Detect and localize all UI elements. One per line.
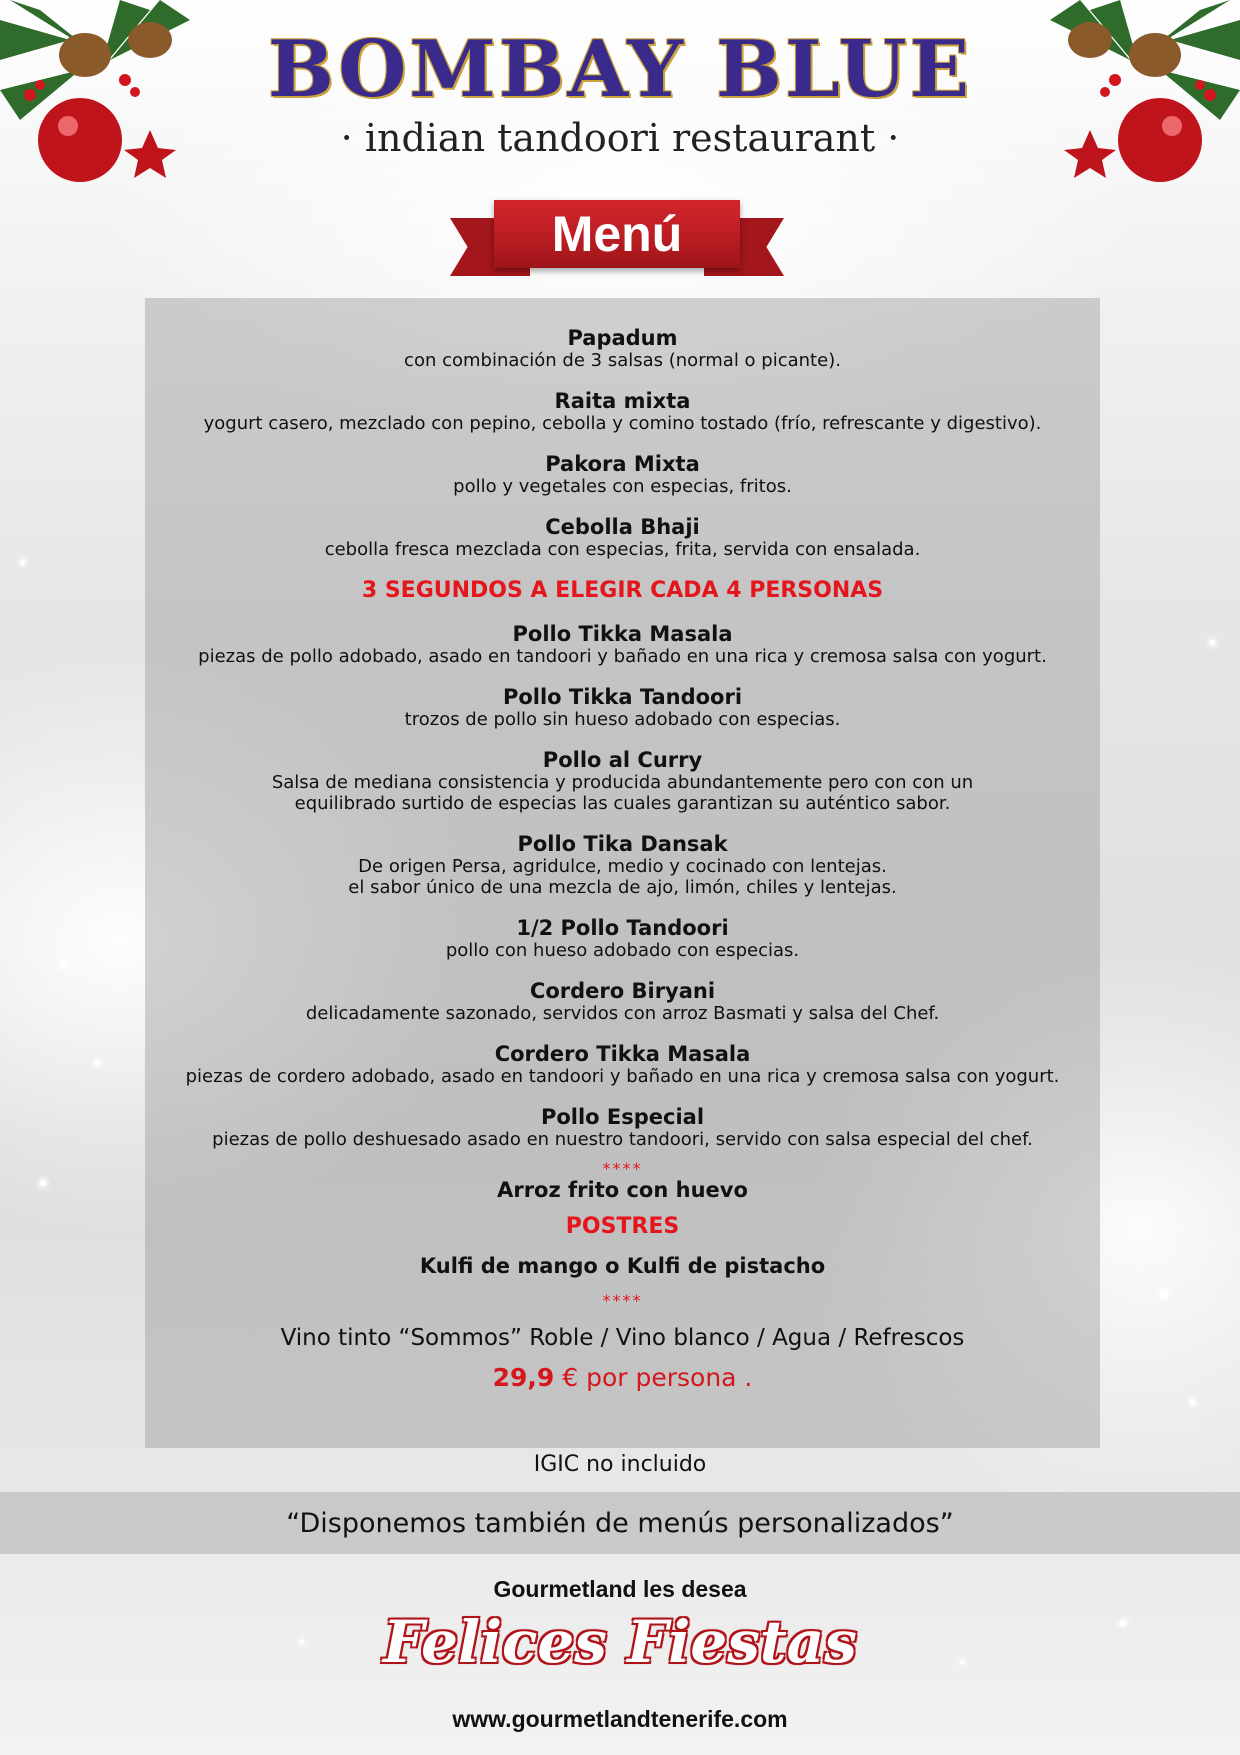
menu-title: Menú xyxy=(551,206,683,262)
menu-item-description: piezas de cordero adobado, asado en tandoori y bañado en una rica y cremosa salsa con yogurt. xyxy=(185,1066,1060,1087)
restaurant-logo-title: BOMBAY BLUE xyxy=(267,24,973,115)
menu-item-description: pollo y vegetales con especias, fritos. xyxy=(453,476,792,497)
tax-note: IGIC no incluido xyxy=(533,1452,707,1477)
menu-item xyxy=(145,326,1100,371)
menu-item xyxy=(145,389,1100,434)
menu-item-name: Pollo Tikka Tandoori xyxy=(502,685,743,709)
menu-item xyxy=(145,1105,1100,1150)
price-unit: € por persona . xyxy=(562,1363,753,1392)
menu-item-name: Pakora Mixta xyxy=(545,452,700,476)
menu-item xyxy=(145,1042,1100,1087)
menu-item-description: piezas de pollo deshuesado asado en nuestro tandoori, servido con salsa especial del chef. xyxy=(212,1129,1033,1150)
menu-item-name: Raita mixta xyxy=(554,389,691,413)
menu-item-name: Pollo al Curry xyxy=(542,748,703,772)
menu-item xyxy=(145,832,1100,898)
menu-item-description: piezas de pollo adobado, asado en tandoori y bañado en una rica y cremosa salsa con yogurt. xyxy=(198,646,1047,667)
menu-item-description: yogurt casero, mezclado con pepino, cebolla y comino tostado (frío, refrescante y digestivo). xyxy=(203,413,1042,434)
price-amount: 29,9 xyxy=(492,1363,555,1392)
menu-item-name: Cebolla Bhaji xyxy=(545,515,700,539)
felices-fiestas-title: Felices Fiestas xyxy=(383,1608,857,1676)
menu-item xyxy=(145,685,1100,730)
restaurant-subtitle: · indian tandoori restaurant · xyxy=(340,116,900,160)
mains-heading: 3 SEGUNDOS A ELEGIR CADA 4 PERSONAS xyxy=(361,578,884,603)
menu-item-name: Pollo Especial xyxy=(540,1105,705,1129)
separator-stars: **** xyxy=(602,1159,643,1178)
menu-item-name: Cordero Biryani xyxy=(529,979,716,1003)
menu-item xyxy=(145,748,1100,814)
menu-ribbon xyxy=(450,198,784,284)
menu-item xyxy=(145,622,1100,667)
custom-menus-text: “Disponemos también de menús personalizados” xyxy=(286,1507,954,1539)
menu-item-description: pollo con hueso adobado con especias. xyxy=(445,940,800,961)
side-dish: Arroz frito con huevo xyxy=(497,1178,748,1202)
menu-item-name: Cordero Tikka Masala xyxy=(494,1042,751,1066)
desserts-heading: POSTRES xyxy=(565,1214,680,1239)
dessert-item: Kulfi de mango o Kulfi de pistacho xyxy=(419,1254,826,1278)
drinks-line: Vino tinto “Sommos” Roble / Vino blanco / Agua / Refrescos xyxy=(280,1325,965,1351)
menu-item-name: Papadum xyxy=(567,326,678,350)
menu-item-description: De origen Persa, agridulce, medio y cocinado con lentejas. el sabor único de una mezcla de ajo, limón, chiles y lentejas. xyxy=(348,856,897,898)
menu-item xyxy=(145,979,1100,1024)
separator-stars: **** xyxy=(602,1291,643,1310)
custom-menus-band xyxy=(0,1492,1240,1554)
menu-item-description: con combinación de 3 salsas (normal o picante). xyxy=(404,350,841,371)
menu-item-name: 1/2 Pollo Tandoori xyxy=(516,916,729,940)
menu-item-description: cebolla fresca mezclada con especias, frita, servida con ensalada. xyxy=(324,539,921,560)
menu-item-description: delicadamente sazonado, servidos con arroz Basmati y salsa del Chef. xyxy=(305,1003,940,1024)
menu-item-description: trozos de pollo sin hueso adobado con especias. xyxy=(404,709,841,730)
greeting-text: Gourmetland les desea xyxy=(493,1576,747,1602)
menu-list xyxy=(145,326,1100,1394)
price-line xyxy=(145,1362,1100,1394)
ribbon-banner xyxy=(494,200,740,268)
menu-item-name: Pollo Tikka Masala xyxy=(512,622,733,646)
menu-item-description: Salsa de mediana consistencia y producida abundantemente pero con con un equilibrado surtido de especias las cuales garantizan su auténtico sabor. xyxy=(271,772,974,814)
menu-item xyxy=(145,916,1100,961)
menu-item xyxy=(145,452,1100,497)
website-link[interactable]: www.gourmetlandtenerife.com xyxy=(452,1706,788,1732)
menu-item xyxy=(145,515,1100,560)
menu-item-name: Pollo Tika Dansak xyxy=(517,832,728,856)
